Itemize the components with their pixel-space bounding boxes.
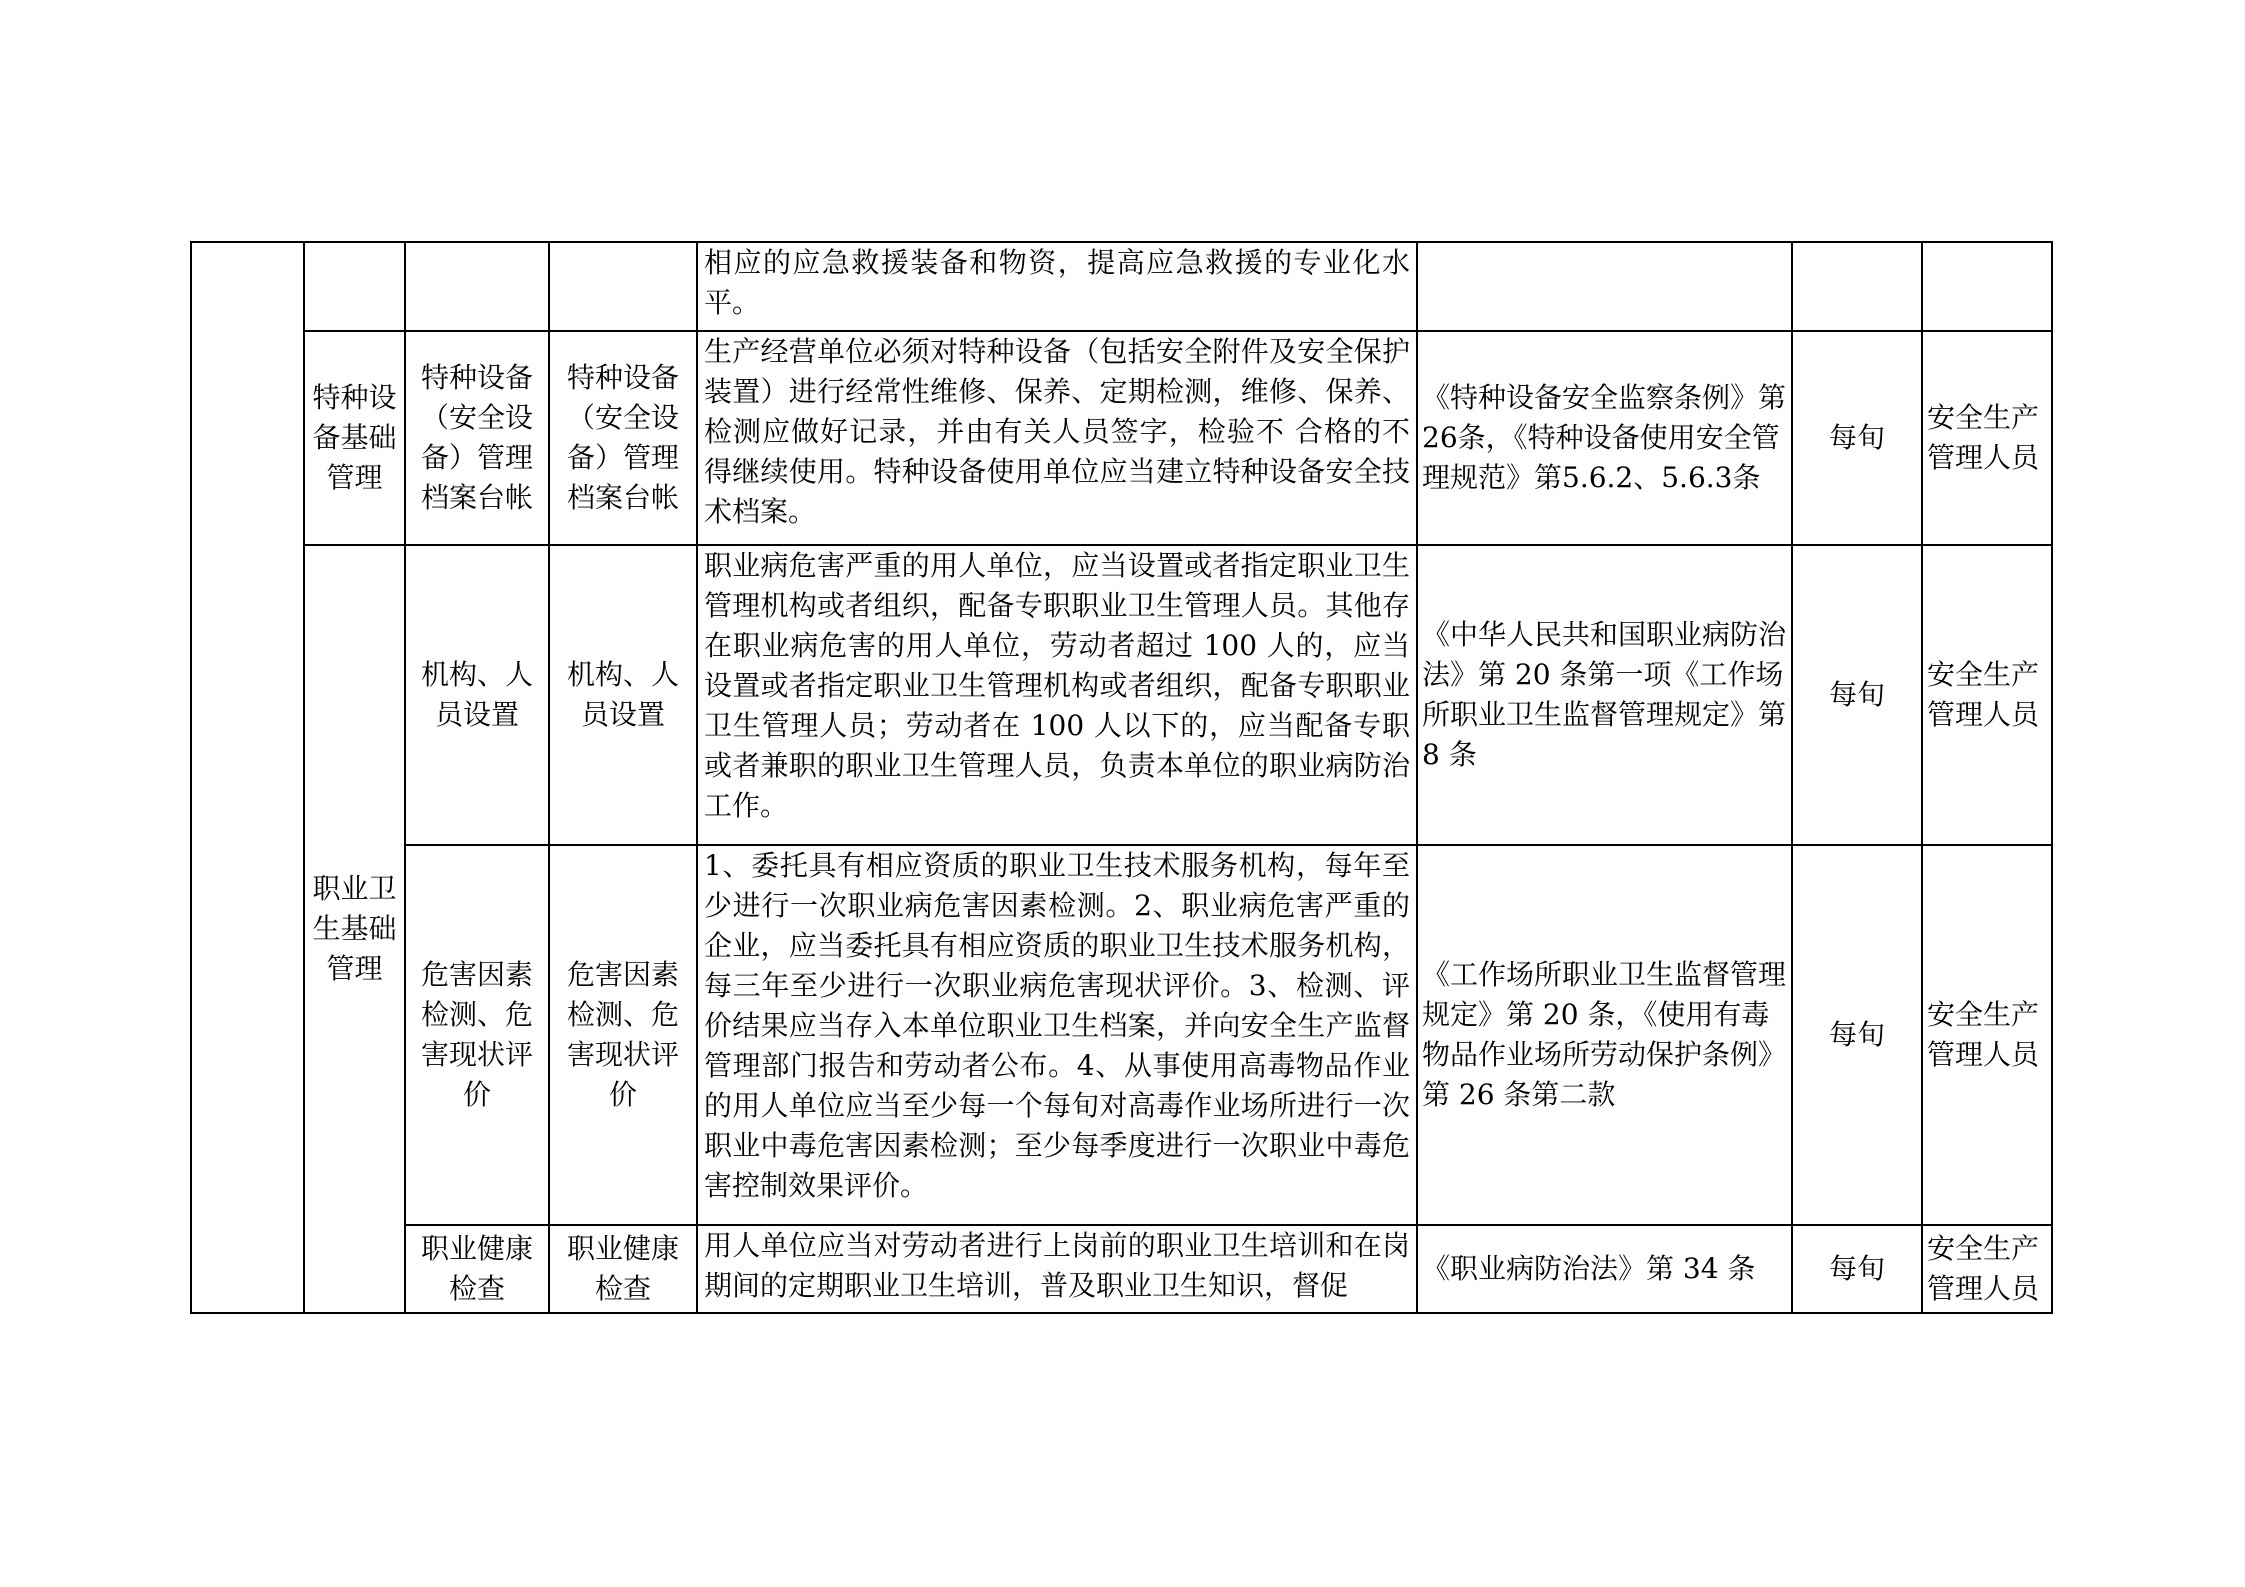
basis-text: 《工作场所职业卫生监督管理规定》第 20 条，《使用有毒物品作业场所劳动保护条例》第 26 条第二款 [1422,958,1787,1111]
responsible-cell [1922,242,2052,331]
category-text: 职业卫生基础管理 [312,872,397,985]
content-cell [549,545,697,845]
table-row [191,845,2052,1225]
item-text: 危害因素检测、危害现状评价 [420,958,533,1111]
item-text: 职业健康检查 [420,1232,533,1305]
basis-cell [1417,845,1792,1225]
content-text: 机构、人员设置 [566,658,679,731]
category-cell [304,545,405,1313]
content-cell [549,242,697,331]
content-cell [549,845,697,1225]
requirement-text: 职业病危害严重的用人单位，应当设置或者指定职业卫生管理机构或者组织，配备专职职业卫生管理人员。其他存在职业病危害的用人单位，劳动者超过 100 人的，应当设置或者指定职业卫生管理机构或者组织，配备专职职业卫生管理人员；劳动者在 100 人以下的，应当配备专职或者兼职的职业卫生管理人员，负责本单位的职业病防治工作。 [704,549,1410,822]
basis-cell [1417,242,1792,331]
table-row [191,242,2052,331]
requirement-text: 1、委托具有相应资质的职业卫生技术服务机构，每年至少进行一次职业病危害因素检测。2、职业病危害严重的企业，应当委托具有相应资质的职业卫生技术服务机构，每三年至少进行一次职业病危害现状评价。3、检测、评价结果应当存入本单位职业卫生档案，并向安全生产监督管理部门报告和劳动者公布。4、从事使用高毒物品作业的用人单位应当至少每一个每旬对高毒作业场所进行一次职业中毒危害因素检测；至少每季度进行一次职业中毒危害控制效果评价。 [704,849,1410,1202]
item-cell [405,1225,549,1313]
item-text: 特种设备（安全设备）管理档案台帐 [420,361,533,514]
basis-cell [1417,331,1792,545]
table-row [191,545,2052,845]
responsible-cell [1922,545,2052,845]
content-text: 危害因素检测、危害现状评价 [566,958,679,1111]
content-cell [549,1225,697,1313]
table-row [191,331,2052,545]
category-text: 特种设备基础管理 [312,381,397,494]
frequency-text: 每旬 [1828,1252,1885,1285]
item-cell [405,845,549,1225]
basis-text: 《中华人民共和国职业病防治法》第 20 条第一项《工作场所职业卫生监督管理规定》第 8 条 [1422,618,1787,771]
responsible-text: 安全生产管理人员 [1927,1232,2040,1305]
responsible-text: 安全生产管理人员 [1927,658,2040,731]
item-text: 机构、人员设置 [420,658,533,731]
frequency-text: 每旬 [1828,678,1885,711]
item-cell [405,331,549,545]
requirement-text: 用人单位应当对劳动者进行上岗前的职业卫生培训和在岗期间的定期职业卫生培训，普及职业卫生知识，督促 [704,1229,1410,1302]
requirement-cell [697,331,1417,545]
requirement-cell [697,242,1417,331]
frequency-cell [1792,845,1922,1225]
responsible-cell [1922,331,2052,545]
content-cell [549,331,697,545]
table-row [191,1225,2052,1313]
inspection-table [190,241,2053,1314]
requirement-text: 相应的应急救援装备和物资，提高应急救援的专业化水平。 [704,246,1410,319]
content-text: 特种设备（安全设备）管理档案台帐 [566,361,679,514]
requirement-cell [697,845,1417,1225]
basis-cell [1417,1225,1792,1313]
responsible-text: 安全生产管理人员 [1927,998,2040,1071]
frequency-cell [1792,331,1922,545]
frequency-cell [1792,242,1922,331]
basis-text: 《职业病防治法》第 34 条 [1422,1252,1756,1285]
basis-cell [1417,545,1792,845]
requirement-cell [697,545,1417,845]
item-cell [405,545,549,845]
basis-text: 《特种设备安全监察条例》第26条，《特种设备使用安全管理规范》第5.6.2、5.6.3条 [1422,381,1787,494]
responsible-cell [1922,845,2052,1225]
blank-category-cell [191,242,304,1313]
category-cell [304,331,405,545]
frequency-cell [1792,1225,1922,1313]
content-text: 职业健康检查 [566,1232,679,1305]
item-cell [405,242,549,331]
responsible-cell [1922,1225,2052,1313]
requirement-cell [697,1225,1417,1313]
category-cell [304,242,405,331]
responsible-text: 安全生产管理人员 [1927,401,2040,474]
frequency-text: 每旬 [1828,1018,1885,1051]
requirement-text: 生产经营单位必须对特种设备（包括安全附件及安全保护装置）进行经常性维修、保养、定期检测，维修、保养、检测应做好记录，并由有关人员签字，检验不 合格的不得继续使用。特种设备使用单位应当建立特种设备安全技术档案。 [704,335,1410,528]
frequency-text: 每旬 [1828,421,1885,454]
frequency-cell [1792,545,1922,845]
